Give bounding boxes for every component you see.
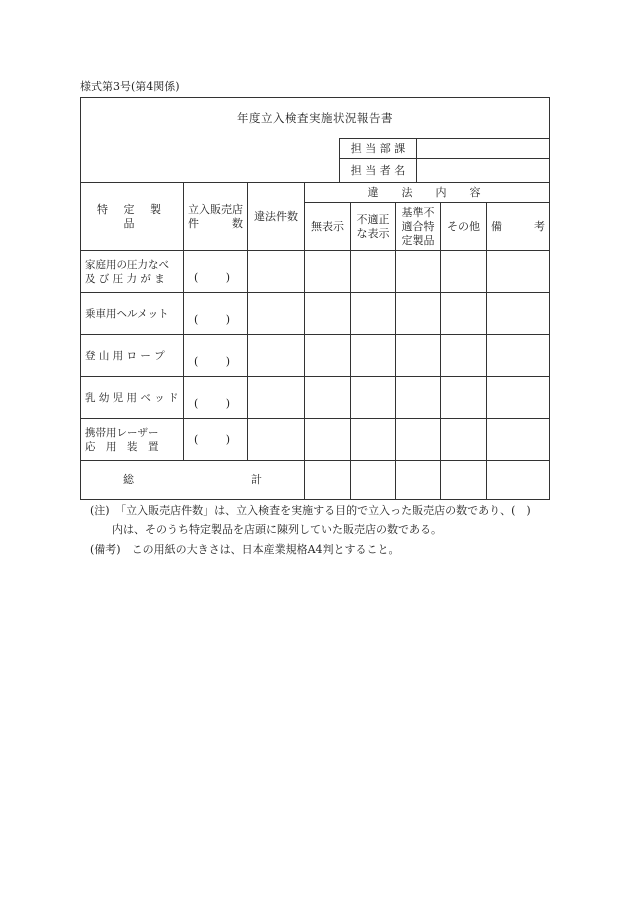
table-row-product [81, 376, 183, 418]
product-name-line1: 登 山 用 ロ ー プ [85, 349, 165, 362]
header-remarks [486, 202, 549, 250]
nonstandard-cell[interactable] [395, 334, 440, 376]
header-no-label [304, 202, 350, 250]
report-form-table [80, 97, 550, 500]
total-label [81, 460, 304, 499]
header-nonstandard-line1: 基準不 [401, 205, 435, 219]
header-nonstandard [395, 202, 440, 250]
table-row-product [81, 292, 183, 334]
paren-slot [194, 313, 230, 327]
improper-cell[interactable] [350, 292, 395, 334]
header-improper-line1: 不適正 [356, 212, 390, 226]
improper-cell[interactable] [350, 376, 395, 418]
note-1-line-1: (注) 「立入販売店件数」は、立入検査を実施する目的で立入った販売店の数であり、( ) [90, 504, 531, 517]
improper-cell[interactable] [350, 250, 395, 292]
remarks-cell[interactable] [486, 250, 549, 292]
product-name-line1: 携帯用レーザー [85, 426, 159, 439]
other-cell[interactable] [440, 250, 486, 292]
header-remarks-b: 考 [534, 219, 545, 233]
violations-cell[interactable] [247, 250, 304, 292]
header-violation-details-text: 違 法 内 容 [367, 185, 487, 199]
report-title: 年度立入検査実施状況報告書 [237, 111, 393, 125]
visited-cell[interactable] [183, 418, 247, 460]
remarks-cell[interactable] [486, 376, 549, 418]
paren-slot [194, 271, 230, 285]
product-name-line1: 乗車用ヘルメット [85, 307, 169, 320]
department-field[interactable] [416, 138, 549, 158]
no-label-cell[interactable] [304, 292, 350, 334]
paren-close: ) [225, 271, 230, 284]
person-label [339, 158, 416, 182]
product-name-line1: 家庭用の圧力なべ [85, 258, 169, 271]
header-remarks-a: 備 [491, 219, 502, 233]
header-visited-line1: 立入販売店 [188, 202, 243, 216]
product-name-line2: 及 び 圧 力 が ま [85, 272, 165, 285]
header-other-text: その他 [447, 219, 480, 233]
header-visited-line2-b: 数 [232, 216, 243, 230]
header-nonstandard-line2: 適合特 [401, 219, 435, 233]
total-label-right: 計 [251, 473, 262, 486]
header-violation-details [304, 182, 549, 202]
visited-cell[interactable] [183, 250, 247, 292]
header-improper [350, 202, 395, 250]
nonstandard-cell[interactable] [395, 292, 440, 334]
remarks-cell[interactable] [486, 292, 549, 334]
header-product [81, 182, 183, 250]
visited-cell[interactable] [183, 334, 247, 376]
remarks-cell[interactable] [486, 334, 549, 376]
other-cell[interactable] [440, 376, 486, 418]
other-cell[interactable] [440, 334, 486, 376]
header-visited [183, 182, 247, 250]
visited-cell[interactable] [183, 292, 247, 334]
header-other [440, 202, 486, 250]
violations-cell[interactable] [247, 418, 304, 460]
remarks-cell[interactable] [486, 418, 549, 460]
header-no-label-text: 無表示 [311, 219, 344, 233]
paren-close: ) [225, 355, 230, 368]
nonstandard-cell[interactable] [395, 418, 440, 460]
no-label-cell[interactable] [304, 418, 350, 460]
paren-slot [194, 355, 230, 369]
other-cell[interactable] [440, 418, 486, 460]
no-label-cell[interactable] [304, 376, 350, 418]
total-other-cell[interactable] [440, 460, 486, 499]
improper-cell[interactable] [350, 418, 395, 460]
paren-slot [194, 397, 230, 411]
total-improper-cell[interactable] [350, 460, 395, 499]
violations-cell[interactable] [247, 292, 304, 334]
product-name-line2: 応 用 装 置 [85, 440, 159, 453]
person-field[interactable] [416, 158, 549, 182]
product-name-line1: 乳 幼 児 用 ベ ッ ド [85, 391, 179, 404]
note-1-line-2: 内は、そのうち特定製品を店頭に陳列していた販売店の数である。 [112, 523, 442, 536]
header-improper-line2: な表示 [356, 226, 390, 240]
improper-cell[interactable] [350, 334, 395, 376]
paren-close: ) [225, 313, 230, 326]
paren-open: ( [194, 355, 199, 368]
visited-cell[interactable] [183, 376, 247, 418]
header-nonstandard-line3: 定製品 [401, 233, 435, 247]
table-row-product [81, 250, 183, 292]
paren-close: ) [225, 397, 230, 410]
note-2: (備考) この用紙の大きさは、日本産業規格A4判とすること。 [90, 543, 400, 556]
table-row-product [81, 418, 183, 460]
paren-open: ( [194, 433, 199, 446]
nonstandard-cell[interactable] [395, 376, 440, 418]
other-cell[interactable] [440, 292, 486, 334]
no-label-cell[interactable] [304, 250, 350, 292]
header-product-text: 特 定 製 品 [97, 202, 167, 230]
nonstandard-cell[interactable] [395, 250, 440, 292]
header-visited-line2 [188, 217, 243, 231]
violations-cell[interactable] [247, 376, 304, 418]
table-row-product [81, 334, 183, 376]
department-label-text: 担 当 部 課 [350, 141, 406, 155]
no-label-cell[interactable] [304, 334, 350, 376]
paren-open: ( [194, 313, 199, 326]
department-label [339, 138, 416, 158]
person-label-text: 担 当 者 名 [350, 163, 406, 177]
header-violations-text: 違法件数 [254, 209, 298, 223]
total-nonstandard-cell[interactable] [395, 460, 440, 499]
total-remarks-cell[interactable] [486, 460, 549, 499]
paren-open: ( [194, 271, 199, 284]
total-label-left: 総 [123, 473, 134, 486]
paren-slot [194, 433, 230, 447]
header-violations [247, 182, 304, 250]
violations-cell[interactable] [247, 334, 304, 376]
header-visited-line2-a: 件 [188, 216, 199, 230]
total-no-label-cell[interactable] [304, 460, 350, 499]
paren-close: ) [225, 433, 230, 446]
form-number-label: 様式第3号(第4関係) [80, 80, 180, 93]
paren-open: ( [194, 397, 199, 410]
